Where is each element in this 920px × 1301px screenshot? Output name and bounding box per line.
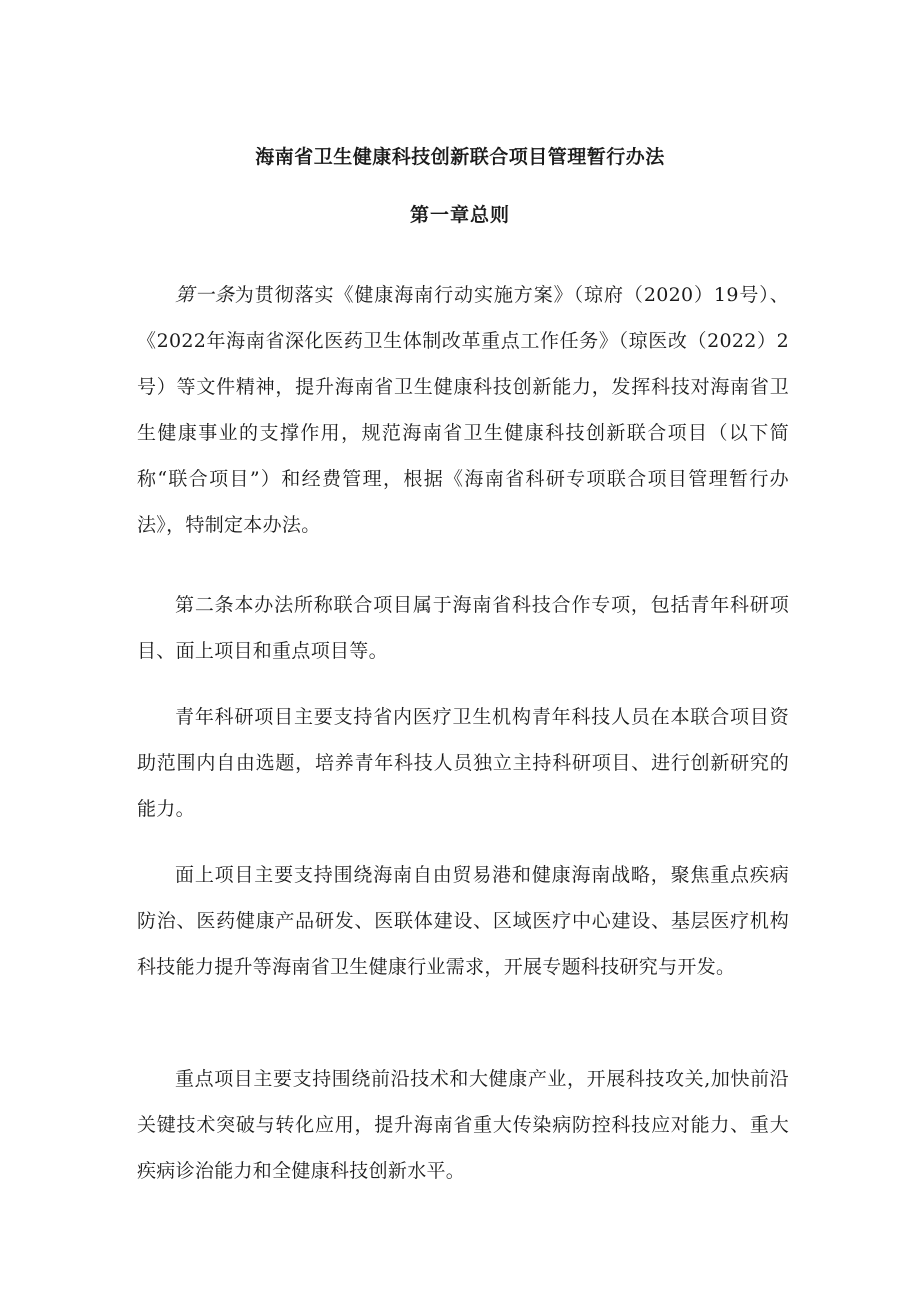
article-1-lead: 第一条 — [175, 284, 235, 306]
document-title: 海南省卫生健康科技创新联合项目管理暂行办法 — [255, 146, 665, 168]
article-1-text: 为贯彻落实《健康海南行动实施方案》（琼府（2020）19号）、《2022年海南省深化医药卫生体制改革重点工作任务》（琼医改（2022）2号）等文件精神，提升海南省卫生健康科技创新能力，发挥科技对海南省卫生健康事业的支撑作用，规范海南省卫生健康科技创新联合项目（以下简称“联合项目”）和经费管理，根据《海南省科研专项联合项目管理暂行办法》，特制定本办法。 — [137, 284, 789, 536]
chapter-heading: 第一章总则 — [409, 204, 510, 226]
general-project-paragraph: 面上项目主要支持围绕海南自由贸易港和健康海南战略，聚焦重点疾病防治、医药健康产品研发、医联体建设、区域医疗中心建设、基层医疗机构科技能力提升等海南省卫生健康行业需求，开展专题科技研究与开发。 — [137, 864, 789, 978]
article-1-paragraph — [137, 272, 789, 548]
article-2-paragraph: 第二条本办法所称联合项目属于海南省科技合作专项，包括青年科研项目、面上项目和重点项目等。 — [137, 594, 789, 662]
youth-project-paragraph: 青年科研项目主要支持省内医疗卫生机构青年科技人员在本联合项目资助范围内自由选题，培养青年科技人员独立主持科研项目、进行创新研究的能力。 — [137, 706, 789, 820]
key-project-paragraph: 重点项目主要支持围绕前沿技术和大健康产业，开展科技攻关,加快前沿关键技术突破与转化应用，提升海南省重大传染病防控科技应对能力、重大疾病诊治能力和全健康科技创新水平。 — [137, 1068, 789, 1182]
